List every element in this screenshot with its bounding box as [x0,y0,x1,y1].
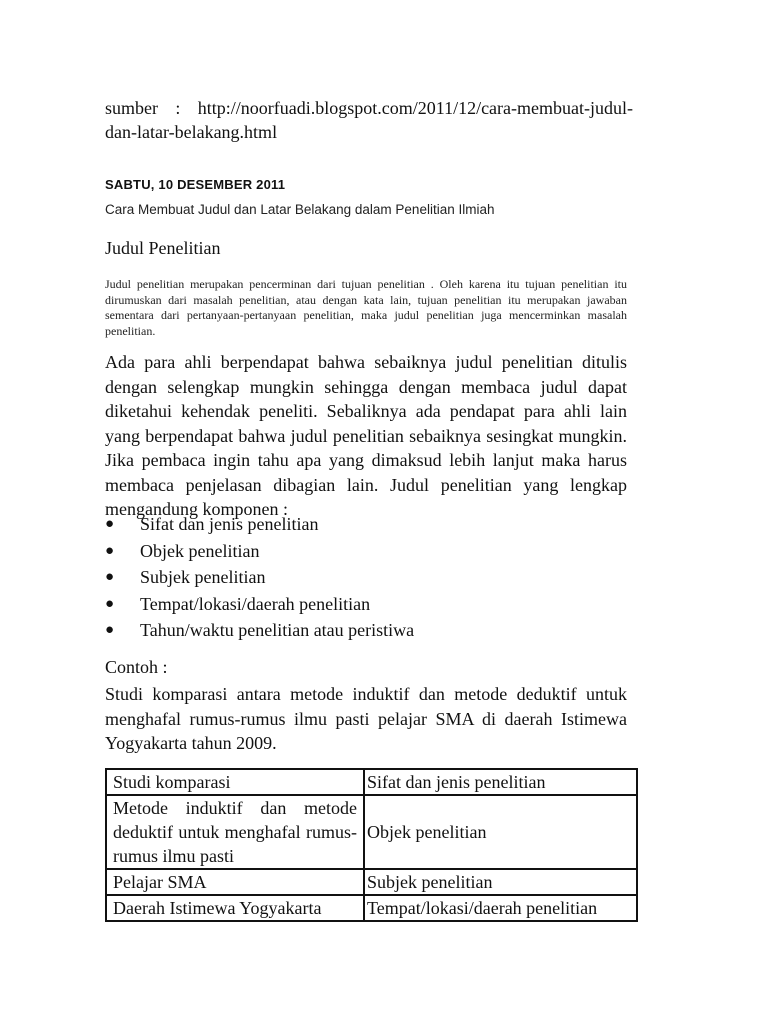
table-cell-part: Daerah Istimewa Yogyakarta [106,895,364,921]
table-row [106,895,637,921]
table-cell-component: Sifat dan jenis penelitian [364,769,637,795]
list-item [105,591,627,618]
body-paragraph: Ada para ahli berpendapat bahwa sebaiknya judul penelitian ditulis dengan selengkap mungkin sehingga dengan membaca judul dapat diketahui kehendak peneliti. Sebaliknya ada pendapat para ahli lain yang berpendapat bahwa judul penelitian sebaiknya sesingkat mungkin. Jika pembaca ingin tahu apa yang dimaksud lebih lanjut maka harus membaca penjelasan dibagian lain. Judul penelitian yang lengkap mengandung komponen : [105,352,627,519]
list-item-label: Subjek penelitian [140,567,266,587]
post-date: SABTU, 10 DESEMBER 2011 [105,177,286,192]
bullet-icon: ● [105,622,115,638]
bullet-icon: ● [105,595,115,612]
table-row [106,795,637,869]
section-heading: Judul Penelitian [105,238,221,258]
component-list [105,511,627,644]
table-cell-component: Objek penelitian [364,795,637,869]
intro-paragraph: Judul penelitian merupakan pencerminan dari tujuan penelitian . Oleh karena itu tujuan penelitian itu dirumuskan dari masalah penelitian, atau dengan kata lain, tujuan penelitian itu merupakan jawaban sementara dari pertanyaan-pertanyaan penelitian, maka judul penelitian juga mencerminkan masalah penelitian. [105,277,627,338]
example-label: Contoh : [105,657,168,677]
table-cell-part: Metode induktif dan metode deduktif untuk menghafal rumus-rumus ilmu pasti [106,795,364,869]
example-text: Studi komparasi antara metode induktif dan metode deduktif untuk menghafal rumus-rumus ilmu pasti pelajar SMA di daerah Istimewa Yogyakarta tahun 2009. [105,684,627,753]
list-item [105,511,627,538]
table-row [106,769,637,795]
table-row [106,869,637,895]
list-item-label: Tahun/waktu penelitian atau peristiwa [140,620,415,640]
list-item-label: Sifat dan jenis penelitian [140,514,319,534]
list-item-label: Tempat/lokasi/daerah penelitian [140,593,371,614]
list-item [105,617,627,644]
bullet-icon: ● [105,569,115,585]
list-item [105,538,627,565]
table-cell-part: Studi komparasi [106,769,364,795]
post-title: Cara Membuat Judul dan Latar Belakang dalam Penelitian Ilmiah [105,202,495,217]
source-reference: sumber : http://noorfuadi.blogspot.com/2011/12/cara-membuat-judul-dan-latar-belakang.html [105,98,633,142]
table-cell-component: Tempat/lokasi/daerah penelitian [364,895,637,921]
table-cell-component: Subjek penelitian [364,869,637,895]
table-cell-part: Pelajar SMA [106,869,364,895]
bullet-icon: ● [105,516,115,532]
bullet-icon: ● [105,542,115,559]
list-item-label: Objek penelitian [140,540,260,561]
list-item [105,564,627,591]
component-table [105,768,638,922]
